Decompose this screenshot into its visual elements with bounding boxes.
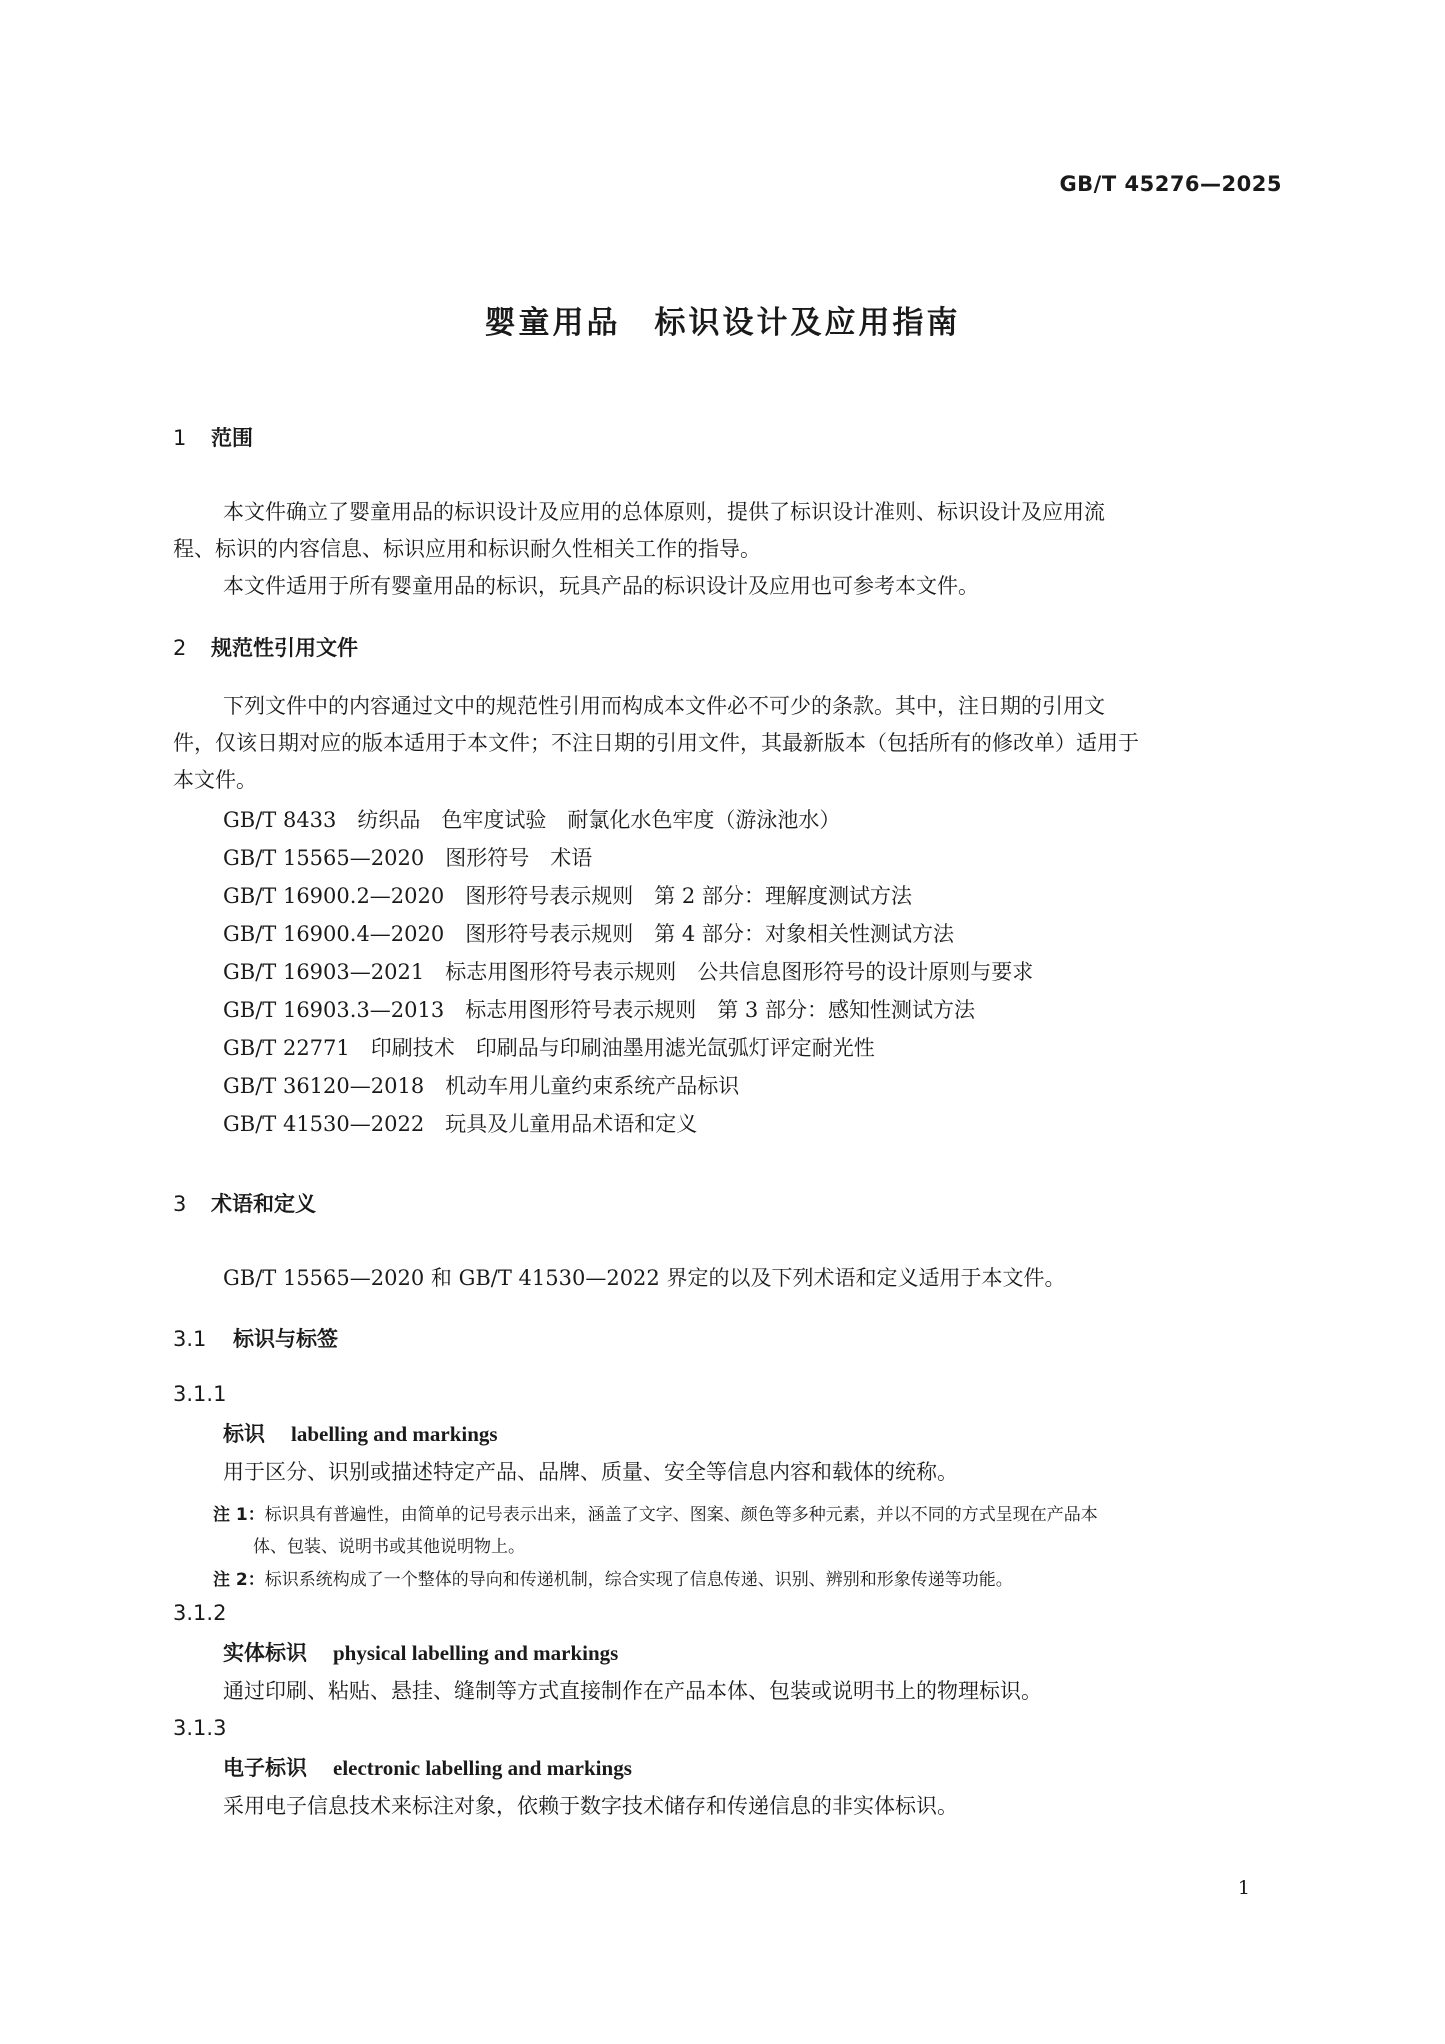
- section-1-heading: [173, 422, 253, 452]
- section-1-para-2: 本文件适用于所有婴童用品的标识，玩具产品的标识设计及应用也可参考本文件。: [223, 574, 979, 598]
- subsection-3-1-heading: [173, 1323, 338, 1353]
- note-label: 注 2：: [213, 1570, 265, 1590]
- term-definition: 用于区分、识别或描述特定产品、品牌、质量、安全等信息内容和载体的统称。: [223, 1460, 958, 1484]
- subsection-number: 3.1: [173, 1327, 207, 1351]
- term-zh: 电子标识: [223, 1755, 307, 1780]
- term-number: 3.1.3: [173, 1716, 227, 1740]
- section-2-heading: [173, 632, 358, 662]
- section-3-heading: [173, 1188, 316, 1218]
- section-number: 1: [173, 426, 187, 450]
- term-heading: [223, 1418, 498, 1448]
- reference-item: GB/T 36120—2018 机动车用儿童约束系统产品标识: [223, 1074, 740, 1098]
- section-2-para-line-3: 本文件。: [173, 768, 257, 792]
- reference-item: GB/T 16903.3—2013 标志用图形符号表示规则 第 3 部分：感知性测试方法: [223, 998, 975, 1022]
- term-number: 3.1.1: [173, 1382, 227, 1406]
- subsection-title: 标识与标签: [233, 1327, 338, 1351]
- term-zh: 标识: [223, 1421, 265, 1446]
- term-heading: [223, 1752, 632, 1782]
- term-en: electronic labelling and markings: [333, 1756, 632, 1780]
- term-en: physical labelling and markings: [333, 1641, 619, 1665]
- term-definition: 通过印刷、粘贴、悬挂、缝制等方式直接制作在产品本体、包装或说明书上的物理标识。: [223, 1679, 1042, 1703]
- reference-item: GB/T 16903—2021 标志用图形符号表示规则 公共信息图形符号的设计原则与要求: [223, 960, 1034, 984]
- term-en: labelling and markings: [291, 1422, 498, 1446]
- term-heading: [223, 1637, 618, 1667]
- reference-item: GB/T 41530—2022 玩具及儿童用品术语和定义: [223, 1112, 698, 1136]
- reference-item: GB/T 16900.4—2020 图形符号表示规则 第 4 部分：对象相关性测试方法: [223, 922, 954, 946]
- section-title: 术语和定义: [211, 1192, 316, 1216]
- section-number: 3: [173, 1192, 187, 1216]
- section-2-para-line-2: 件，仅该日期对应的版本适用于本文件；不注日期的引用文件，其最新版本（包括所有的修改单）适用于: [173, 731, 1139, 755]
- standard-code: GB/T 45276—2025: [1059, 172, 1282, 196]
- note-text: 标识具有普遍性，由简单的记号表示出来，涵盖了文字、图案、颜色等多种元素，并以不同的方式呈现在产品本: [264, 1505, 1098, 1525]
- section-title: 范围: [211, 426, 253, 450]
- note-1: [213, 1500, 1098, 1525]
- page-number: 1: [1237, 1877, 1250, 1899]
- reference-item: GB/T 22771 印刷技术 印刷品与印刷油墨用滤光氙弧灯评定耐光性: [223, 1036, 875, 1060]
- document-title: 婴童用品 标识设计及应用指南: [484, 305, 961, 341]
- note-text: 标识系统构成了一个整体的导向和传递机制，综合实现了信息传递、识别、辨别和形象传递等功能。: [264, 1570, 1013, 1590]
- term-zh: 实体标识: [223, 1640, 307, 1665]
- section-number: 2: [173, 636, 187, 660]
- reference-item: GB/T 16900.2—2020 图形符号表示规则 第 2 部分：理解度测试方法: [223, 884, 912, 908]
- term-number: 3.1.2: [173, 1601, 227, 1625]
- section-3-intro: GB/T 15565—2020 和 GB/T 41530—2022 界定的以及下列术语和定义适用于本文件。: [223, 1266, 1066, 1290]
- note-1-line-2: 体、包装、说明书或其他说明物上。: [253, 1537, 525, 1557]
- term-definition: 采用电子信息技术来标注对象，依赖于数字技术储存和传递信息的非实体标识。: [223, 1794, 958, 1818]
- reference-item: GB/T 15565—2020 图形符号 术语: [223, 846, 593, 870]
- note-label: 注 1：: [213, 1505, 265, 1525]
- section-1-para-1-line-1: 本文件确立了婴童用品的标识设计及应用的总体原则，提供了标识设计准则、标识设计及应用流: [223, 500, 1105, 524]
- reference-item: GB/T 8433 纺织品 色牢度试验 耐氯化水色牢度（游泳池水）: [223, 808, 841, 832]
- note-2: [213, 1565, 1013, 1590]
- section-title: 规范性引用文件: [211, 636, 358, 660]
- section-1-para-1-line-2: 程、标识的内容信息、标识应用和标识耐久性相关工作的指导。: [173, 537, 761, 561]
- section-2-para-line-1: 下列文件中的内容通过文中的规范性引用而构成本文件必不可少的条款。其中，注日期的引用文: [223, 694, 1105, 718]
